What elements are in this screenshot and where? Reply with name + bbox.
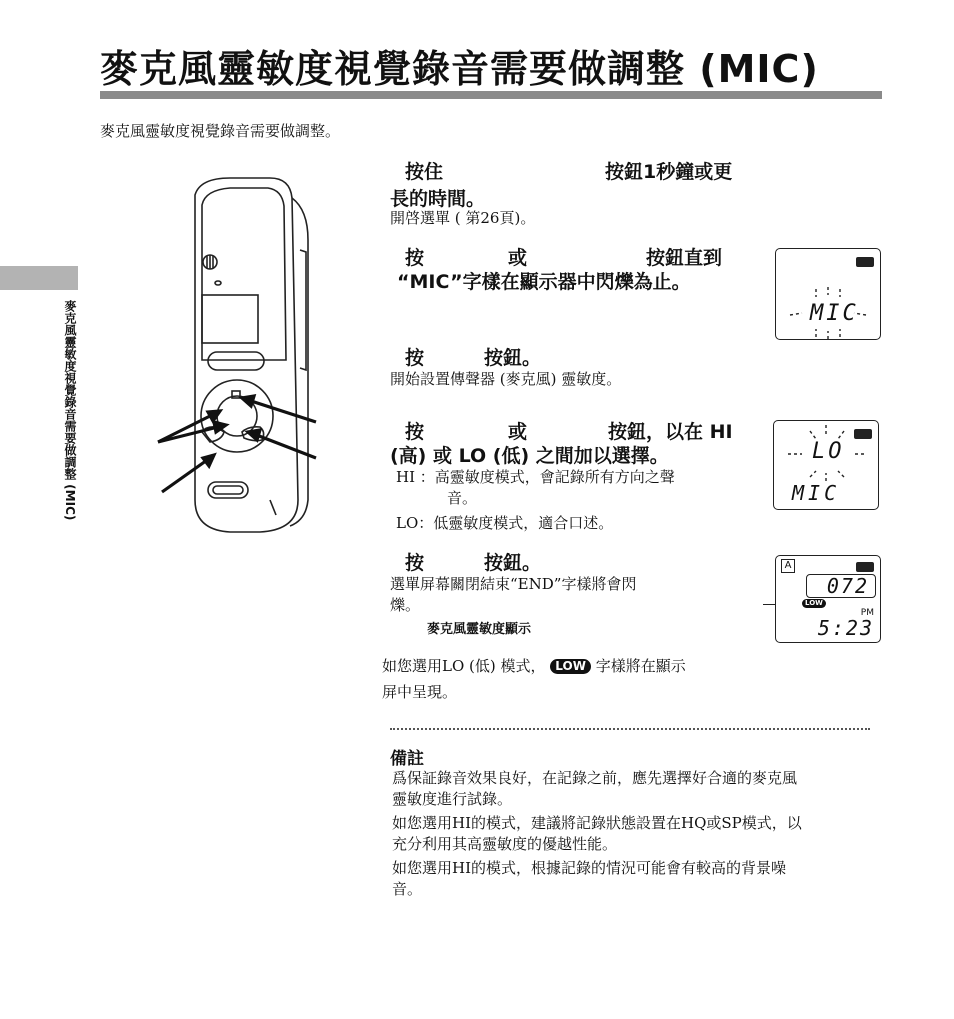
notes-line2: 靈敏度進行試錄。 <box>392 790 513 808</box>
step1-body: 開啓選單 ( 第26頁)。 <box>390 209 536 227</box>
low-badge: LOW <box>550 659 591 674</box>
lo-note-line2: 屏中呈現。 <box>382 683 458 701</box>
lcd-lo-text: LO <box>812 439 845 464</box>
lcd-mic-text: MIC <box>810 301 859 326</box>
lo-note-line1 <box>382 656 686 676</box>
step5-body-line1: 選單屏幕關閉結束“END”字樣將會閃 <box>390 575 637 593</box>
lcd-mic-label: MIC <box>792 481 841 505</box>
step4-line1a: 按 <box>405 421 425 443</box>
step2-line1b: 或 <box>508 247 528 269</box>
step4-hi-line2: 音。 <box>447 489 478 507</box>
step4-lo-line: LO：低靈敏度模式，適合口述。 <box>396 514 614 532</box>
time-value: 5:23 <box>817 616 874 640</box>
intro-text: 麥克風靈敏度視覺錄音需要做調整。 <box>100 122 341 140</box>
notes-line4: 充分利用其高靈敏度的優越性能。 <box>392 835 618 853</box>
counter-value: 072 <box>826 574 869 598</box>
step4-line2: (高) 或 LO (低) 之間加以選擇。 <box>390 445 669 467</box>
mic-sensitivity-caption: 麥克風靈敏度顯示 <box>427 622 532 637</box>
step2-line1c: 按鈕直到 <box>646 247 723 269</box>
battery-icon <box>856 562 874 572</box>
step1-line1a: 按住 <box>405 161 444 183</box>
step4-line1b: 或 <box>508 421 528 443</box>
folder-indicator: A <box>781 559 795 573</box>
notes-line1: 爲保証錄音效果良好，在記錄之前，應先選擇好合適的麥克風 <box>392 769 798 787</box>
lcd-mic-blink <box>775 248 881 340</box>
lcd-lo-blink <box>773 420 879 510</box>
lcd-counter <box>775 555 881 643</box>
lo-note-part1: 如您選用LO (低) 模式， <box>382 657 546 675</box>
lo-note-part2: 字樣將在顯示 <box>595 657 686 675</box>
step3-line1b: 按鈕。 <box>484 347 542 369</box>
title-rule <box>100 91 882 99</box>
counter-frame <box>806 574 876 598</box>
step3-line1a: 按 <box>405 347 425 369</box>
step4-line1c: 按鈕，以在 HI <box>608 421 733 443</box>
notes-line5: 如您選用HI的模式，根據記錄的情況可能會有較高的背景噪 <box>392 859 787 877</box>
dotted-divider <box>390 728 870 730</box>
step1-line2: 長的時間。 <box>390 188 486 210</box>
step5-line1b: 按鈕。 <box>484 552 542 574</box>
page-title: 麥克風靈敏度視覺錄音需要做調整 (MIC) <box>100 47 819 91</box>
step1-line1b: 按鈕1秒鐘或更 <box>605 161 733 183</box>
side-tab <box>0 266 78 290</box>
low-indicator: LOW <box>802 599 826 608</box>
step2-line1a: 按 <box>405 247 425 269</box>
notes-heading: 備註 <box>390 749 424 769</box>
step2-line2: “MIC”字樣在顯示器中閃爍為止。 <box>397 271 691 293</box>
step3-body: 開始設置傳聲器 (麥克風) 靈敏度。 <box>390 370 622 388</box>
side-tab-label: 麥克風靈敏度視覺錄音需要做調整 (MIC) <box>63 300 77 521</box>
pm-indicator: PM <box>860 608 874 618</box>
step5-line1a: 按 <box>405 552 425 574</box>
step4-hi-line1: HI ：高靈敏度模式，會記錄所有方向之聲 <box>396 468 675 486</box>
recorder-illustration <box>150 170 330 550</box>
notes-line6: 音。 <box>392 880 423 898</box>
notes-line3: 如您選用HI的模式，建議將記錄狀態設置在HQ或SP模式，以 <box>392 814 802 832</box>
step5-body-line2: 爍。 <box>390 596 421 614</box>
